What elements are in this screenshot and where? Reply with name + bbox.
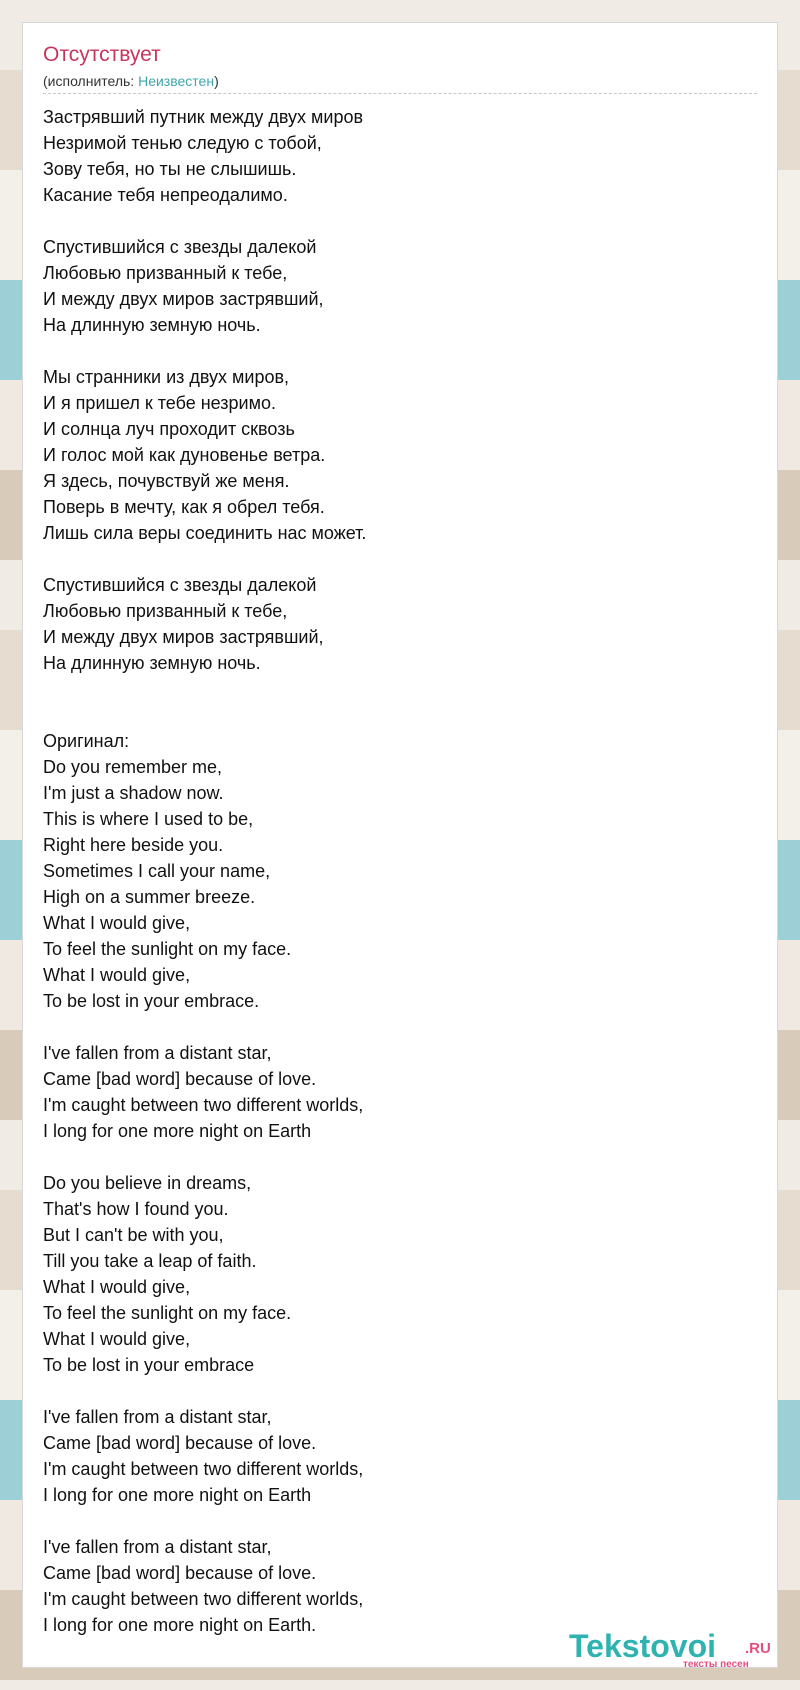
artist-line	[43, 73, 219, 89]
site-logo[interactable]	[569, 1629, 775, 1669]
title-divider	[43, 93, 757, 94]
artist-prefix: (исполнитель:	[43, 73, 139, 89]
lyrics-card	[22, 22, 778, 1668]
lyrics-text: Застрявший путник между двух миров Незримой тенью следую с тобой, Зову тебя, но ты не слышишь. Касание тебя непреодалимо. Спустившийся с звезды далекой Любовью призванный к тебе, И между двух миров застрявший, На длинную земную ночь. Мы странники из двух миров, И я пришел к тебе незримо. И солнца луч проходит сквозь И голос мой как дуновенье ветра. Я здесь, почувствуй же меня. Поверь в мечту, как я обрел тебя. Лишь сила веры соединить нас может. Спустившийся с звезды далекой Любовью призванный к тебе, И между двух миров застрявший, На длинную земную ночь. Оригинал: Do you remember me, I'm just a shadow now. This is where I used to be, Right here beside you. Sometimes I call your name, High on a summer breeze. What I would give, To feel the sunlight on my face. What I would give, To be lost in your embrace. I've fallen from a distant star, Came [bad word] because of love. I'm caught between two different worlds, I long for one more night on Earth Do you believe in dreams, That's how I found you. But I can't be with you, Till you take a leap of faith. What I would give, To feel the sunlight on my face. What I would give, To be lost in your embrace I've fallen from a distant star, Came [bad word] because of love. I'm caught between two different worlds, I long for one more night on Earth I've fallen from a distant star, Came [bad word] because of love. I'm caught between two different worlds, I long for one more night on Earth.	[43, 107, 367, 1635]
logo-tagline: тексты песен	[683, 1659, 749, 1670]
song-title: Отсутствует	[43, 43, 161, 66]
logo-domain: .RU	[745, 1640, 771, 1657]
artist-link[interactable]: Неизвестен	[138, 73, 215, 89]
artist-suffix: )	[214, 73, 219, 89]
logo-wordmark: Tekstovoi	[569, 1628, 716, 1664]
